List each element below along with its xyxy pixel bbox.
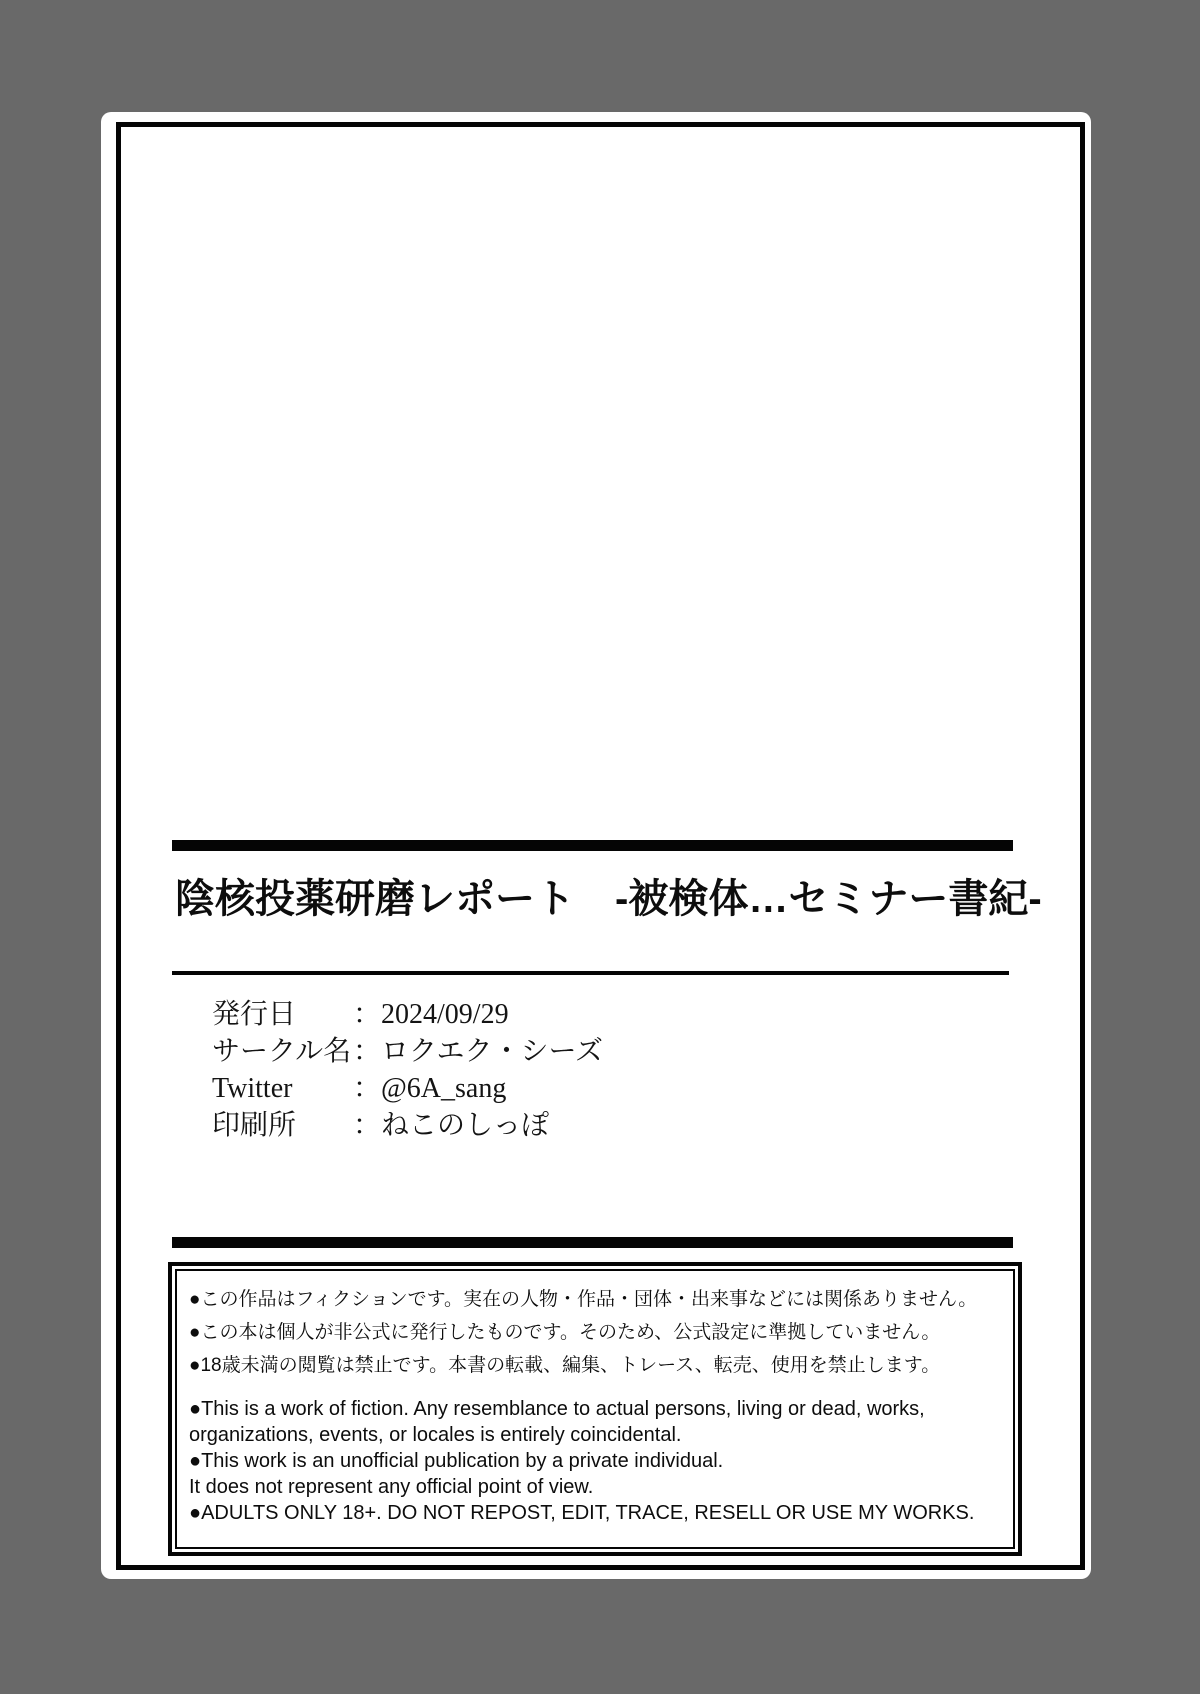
divider-thin: [172, 971, 1009, 975]
info-label-twitter: Twitter: [212, 1073, 293, 1104]
divider-thick-bottom: [172, 1237, 1013, 1248]
page-title: 陰核投薬研磨レポート -被検体…セミナー書紀-: [175, 877, 1042, 921]
info-row-printer: [212, 1107, 603, 1144]
info-value-publish-date: 2024/09/29: [381, 999, 509, 1030]
disclaimer-jp-line-unofficial: ●この本は個人が非公式に発行したものです。そのため、公式設定に準拠していません。: [189, 1322, 941, 1343]
page-sheet: [101, 112, 1091, 1579]
info-value-twitter-handle: @6A_sang: [381, 1073, 507, 1104]
disclaimer-box-inner: [175, 1269, 1015, 1549]
info-label-publish-date: 発行日: [212, 999, 297, 1030]
disclaimer-english: [189, 1396, 999, 1526]
info-label-circle-name: サークル名: [212, 1036, 352, 1067]
info-value-circle-name: ロクエク・シーズ: [381, 1036, 604, 1067]
info-value-printer: ねこのしっぽ: [381, 1110, 550, 1141]
divider-thick-top: [172, 840, 1013, 851]
info-row-circle-name: [212, 1033, 603, 1070]
info-row-publish-date: [212, 996, 603, 1033]
disclaimer-en-line-fiction-1: ●This is a work of fiction. Any resemblance to actual persons, living or dead, works,: [189, 1398, 925, 1420]
publication-info: [212, 996, 603, 1144]
disclaimer-en-line-adults-only: ●ADULTS ONLY 18+. DO NOT REPOST, EDIT, TRACE, RESELL OR USE MY WORKS.: [189, 1502, 975, 1524]
disclaimer-japanese: [189, 1283, 999, 1382]
info-label-printer: 印刷所: [212, 1110, 297, 1141]
info-separator: ：: [353, 1073, 382, 1104]
info-separator: ：: [353, 1110, 382, 1141]
disclaimer-jp-line-fiction: ●この作品はフィクションです。実在の人物・作品・団体・出来事などには関係ありません。: [189, 1289, 978, 1310]
disclaimer-en-line-fiction-2: organizations, events, or locales is entirely coincidental.: [189, 1424, 682, 1446]
disclaimer-box: [168, 1262, 1022, 1556]
disclaimer-en-line-unofficial-1: ●This work is an unofficial publication by a private individual.: [189, 1450, 724, 1472]
info-row-twitter: [212, 1070, 603, 1107]
info-separator: ：: [353, 1036, 382, 1067]
disclaimer-jp-line-adults-only: ●18歳未満の閲覧は禁止です。本書の転載、編集、トレース、転売、使用を禁止します。: [189, 1355, 941, 1376]
disclaimer-en-line-unofficial-2: It does not represent any official point of view.: [189, 1476, 594, 1498]
info-separator: ：: [353, 999, 382, 1030]
